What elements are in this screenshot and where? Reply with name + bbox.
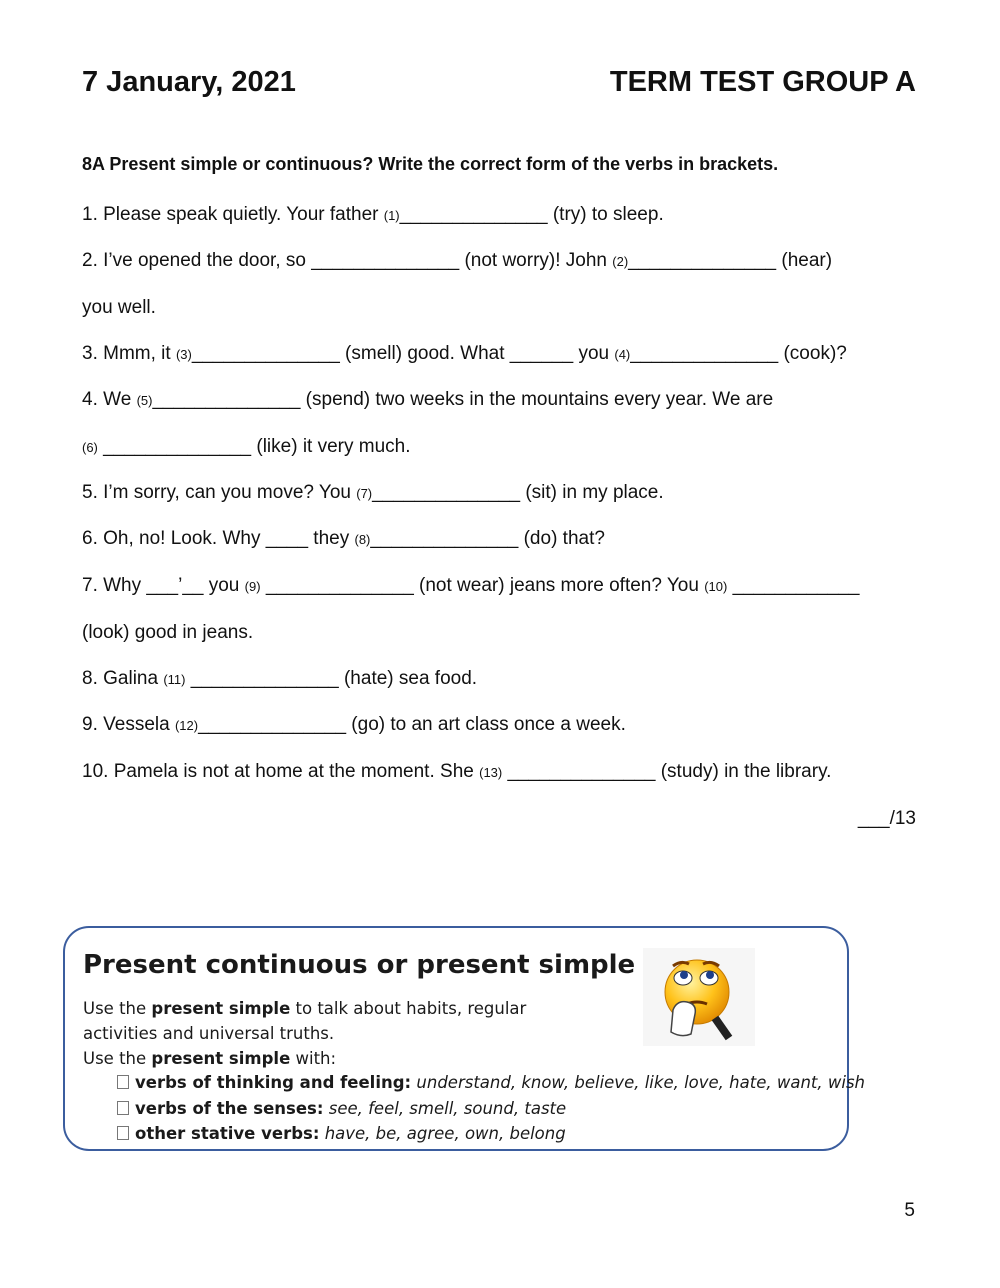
page-header xyxy=(82,66,916,99)
exercise-line-10: 10. Pamela is not at home at the moment. She (13) ______________ (study) in the library. xyxy=(82,761,832,782)
exercise-line-6: 6. Oh, no! Look. Why ____ they (8)______________ (do) that? xyxy=(82,528,605,549)
bullet-icon xyxy=(117,1101,129,1115)
rule-line-3: Use the present simple with: xyxy=(83,1049,337,1068)
grammar-box-title: Present continuous or present simple xyxy=(83,950,636,980)
gap-number: (7) xyxy=(356,486,373,501)
exercise-line-9: 9. Vessela (12)______________ (go) to an art class once a week. xyxy=(82,714,626,735)
thinking-face-icon xyxy=(643,948,755,1046)
exercise-line-1: 1. Please speak quietly. Your father (1)______________ (try) to sleep. xyxy=(82,204,664,225)
list-item: verbs of the senses: see, feel, smell, sound, taste xyxy=(117,1096,865,1122)
bullet-icon xyxy=(117,1126,129,1140)
exercise-line-2: 2. I’ve opened the door, so ______________ (not worry)! John (2)______________ (hear) xyxy=(82,250,833,271)
exercise-line-4: 4. We (5)______________ (spend) two weeks in the mountains every year. We are xyxy=(82,389,774,410)
list-item: verbs of thinking and feeling: understand, know, believe, like, love, hate, want, wish xyxy=(117,1070,865,1096)
score-field: ___/13 xyxy=(857,808,916,829)
test-title: TERM TEST GROUP A xyxy=(609,66,916,98)
gap-number: (2) xyxy=(612,254,629,269)
gap-number: (8) xyxy=(354,532,371,547)
gap-number: (11) xyxy=(163,672,186,687)
exercise-line-3: 3. Mmm, it (3)______________ (smell) good. What ______ you (4)______________ (cook)? xyxy=(82,343,847,364)
gap-number: (13) xyxy=(479,765,503,780)
exercise-line-7: 7. Why ___’__ you (9) ______________ (not wear) jeans more often? You (10) ____________ xyxy=(82,575,860,596)
rule-line-1: Use the present simple to talk about habits, regular xyxy=(83,999,527,1018)
gap-number: (4) xyxy=(614,347,631,362)
gap-number: (6) xyxy=(82,440,98,455)
page-number: 5 xyxy=(904,1200,915,1221)
exercise-line-2-cont: you well. xyxy=(82,297,156,318)
list-item: other stative verbs: have, be, agree, own, belong xyxy=(117,1121,865,1147)
gap-number: (3) xyxy=(175,347,192,362)
gap-number: (12) xyxy=(174,718,199,733)
exercise-line-8: 8. Galina (11) ______________ (hate) sea food. xyxy=(82,668,478,689)
gap-number: (10) xyxy=(704,579,728,594)
gap-number: (1) xyxy=(383,208,400,223)
exercise-instruction: 8A Present simple or continuous? Write the correct form of the verbs in brackets. xyxy=(82,154,779,174)
gap-number: (9) xyxy=(244,579,261,594)
grammar-box xyxy=(63,926,865,1151)
test-date: 7 January, 2021 xyxy=(82,66,296,98)
exercise-line-4-cont: (6) ______________ (like) it very much. xyxy=(82,436,411,457)
stative-verbs-list xyxy=(117,1070,865,1147)
exercise-line-5: 5. I’m sorry, can you move? You (7)______________ (sit) in my place. xyxy=(82,482,664,503)
rule-line-2: activities and universal truths. xyxy=(83,1024,335,1043)
bullet-icon xyxy=(117,1075,129,1089)
exercise-line-7-cont: (look) good in jeans. xyxy=(82,622,254,643)
grammar-box-text xyxy=(83,996,526,1071)
gap-number: (5) xyxy=(136,393,153,408)
